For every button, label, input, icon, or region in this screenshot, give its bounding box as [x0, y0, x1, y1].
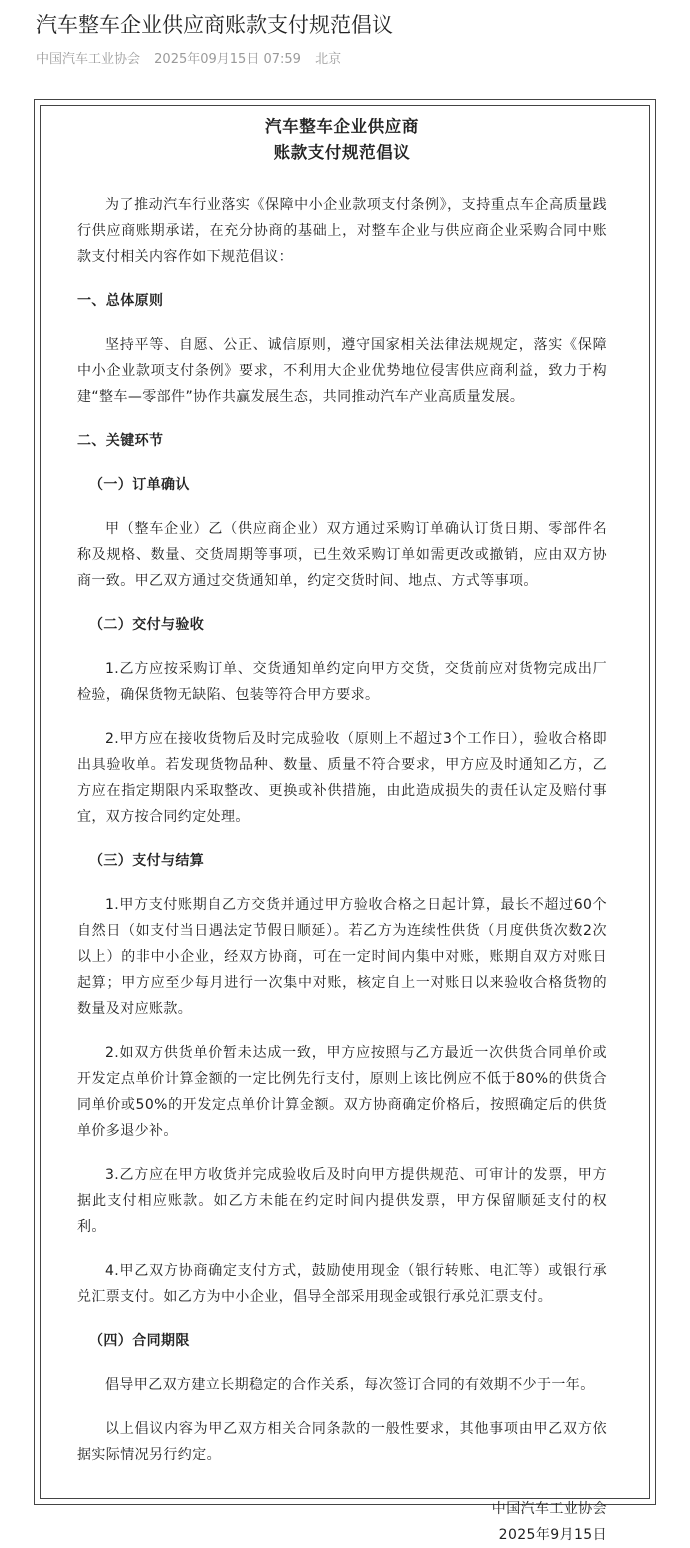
- order-confirmation-paragraph: 甲（整车企业）乙（供应商企业）双方通过采购订单确认订货日期、零部件名称及规格、数量、交货周期等事项，已生效采购订单如需更改或撤销，应由双方协商一致。甲乙双方通过交货通知单，约定交货时间、地点、方式等事项。: [77, 521, 607, 589]
- general-principles-paragraph: 坚持平等、自愿、公正、诚信原则，遵守国家相关法律法规规定，落实《保障中小企业款项支付条例》要求，不利用大企业优势地位侵害供应商利益，致力于构建“整车—零部件”协作共赢发展生态，共同推动汽车产业高质量发展。: [77, 337, 607, 405]
- intro-paragraph: 为了推动汽车行业落实《保障中小企业款项支付条例》，支持重点车企高质量践行供应商账期承诺，在充分协商的基础上，对整车企业与供应商企业采购合同中账款支付相关内容作如下规范倡议：: [77, 197, 607, 265]
- subsection-title-payment-settlement: （三）支付与结算: [89, 853, 205, 869]
- article-datetime: 2025年09月15日 07:59: [154, 52, 301, 67]
- article-location: 北京: [315, 52, 342, 67]
- document-body: [77, 114, 607, 1548]
- article-source[interactable]: 中国汽车工业协会: [36, 52, 141, 67]
- section-title-key-links: 二、关键环节: [77, 433, 164, 449]
- article-title: 汽车整车企业供应商账款支付规范倡议: [36, 13, 393, 37]
- payment-paragraph-1: 1.甲方支付账期自乙方交货并通过甲方验收合格之日起计算，最长不超过60个自然日（如支付当日遇法定节假日顺延）。若乙方为连续性供货（月度供货次数2次以上）的非中小企业，经双方协商，可在一定时间内集中对账，账期自双方对账日起算；甲方应至少每月进行一次集中对账，核定自上一对账日以来验收合格货物的数量及对应账款。: [77, 897, 607, 1017]
- payment-paragraph-3: 3.乙方应在甲方收货并完成验收后及时向甲方提供规范、可审计的发票，甲方据此支付相应账款。如乙方未能在约定时间内提供发票，甲方保留顺延支付的权利。: [77, 1167, 607, 1235]
- document-heading: [77, 114, 607, 166]
- payment-paragraph-4: 4.甲乙双方协商确定支付方式，鼓励使用现金（银行转账、电汇等）或银行承兑汇票支付。如乙方为中小企业，倡导全部采用现金或银行承兑汇票支付。: [77, 1263, 607, 1305]
- signature-block: [77, 1496, 607, 1548]
- section-title-general-principles: 一、总体原则: [77, 293, 164, 309]
- signature-organization: 中国汽车工业协会: [491, 1501, 607, 1517]
- signature-date: 2025年9月15日: [498, 1527, 607, 1543]
- contract-term-paragraph: 倡导甲乙双方建立长期稳定的合作关系，每次签订合同的有效期不少于一年。: [105, 1377, 595, 1393]
- payment-paragraph-2: 2.如双方供货单价暂未达成一致，甲方应按照与乙方最近一次供货合同单价或开发定点单价计算金额的一定比例先行支付，原则上该比例应不低于80%的供货合同单价或50%的开发定点单价计算金额。双方协商确定价格后，按照确定后的供货单价多退少补。: [77, 1045, 607, 1139]
- subsection-title-contract-term: （四）合同期限: [89, 1333, 190, 1349]
- document-heading-line1: 汽车整车企业供应商: [265, 117, 419, 136]
- delivery-paragraph-1: 1.乙方应按采购订单、交货通知单约定向甲方交货，交货前应对货物完成出厂检验，确保货物无缺陷、包装等符合甲方要求。: [77, 661, 607, 703]
- document-frame: [34, 99, 656, 1543]
- subsection-title-order-confirmation: （一）订单确认: [89, 477, 190, 493]
- document-heading-line2: 账款支付规范倡议: [273, 143, 411, 162]
- article-meta: [36, 50, 676, 70]
- delivery-paragraph-2: 2.甲方应在接收货物后及时完成验收（原则上不超过3个工作日），验收合格即出具验收单。若发现货物品种、数量、质量不符合要求，甲方应及时通知乙方，乙方应在指定期限内采取整改、更换或补供措施，由此造成损失的责任认定及赔付事宜，双方按合同约定处理。: [77, 731, 607, 825]
- subsection-title-delivery-acceptance: （二）交付与验收: [89, 617, 205, 633]
- closing-paragraph: 以上倡议内容为甲乙双方相关合同条款的一般性要求，其他事项由甲乙双方依据实际情况另行约定。: [77, 1421, 607, 1463]
